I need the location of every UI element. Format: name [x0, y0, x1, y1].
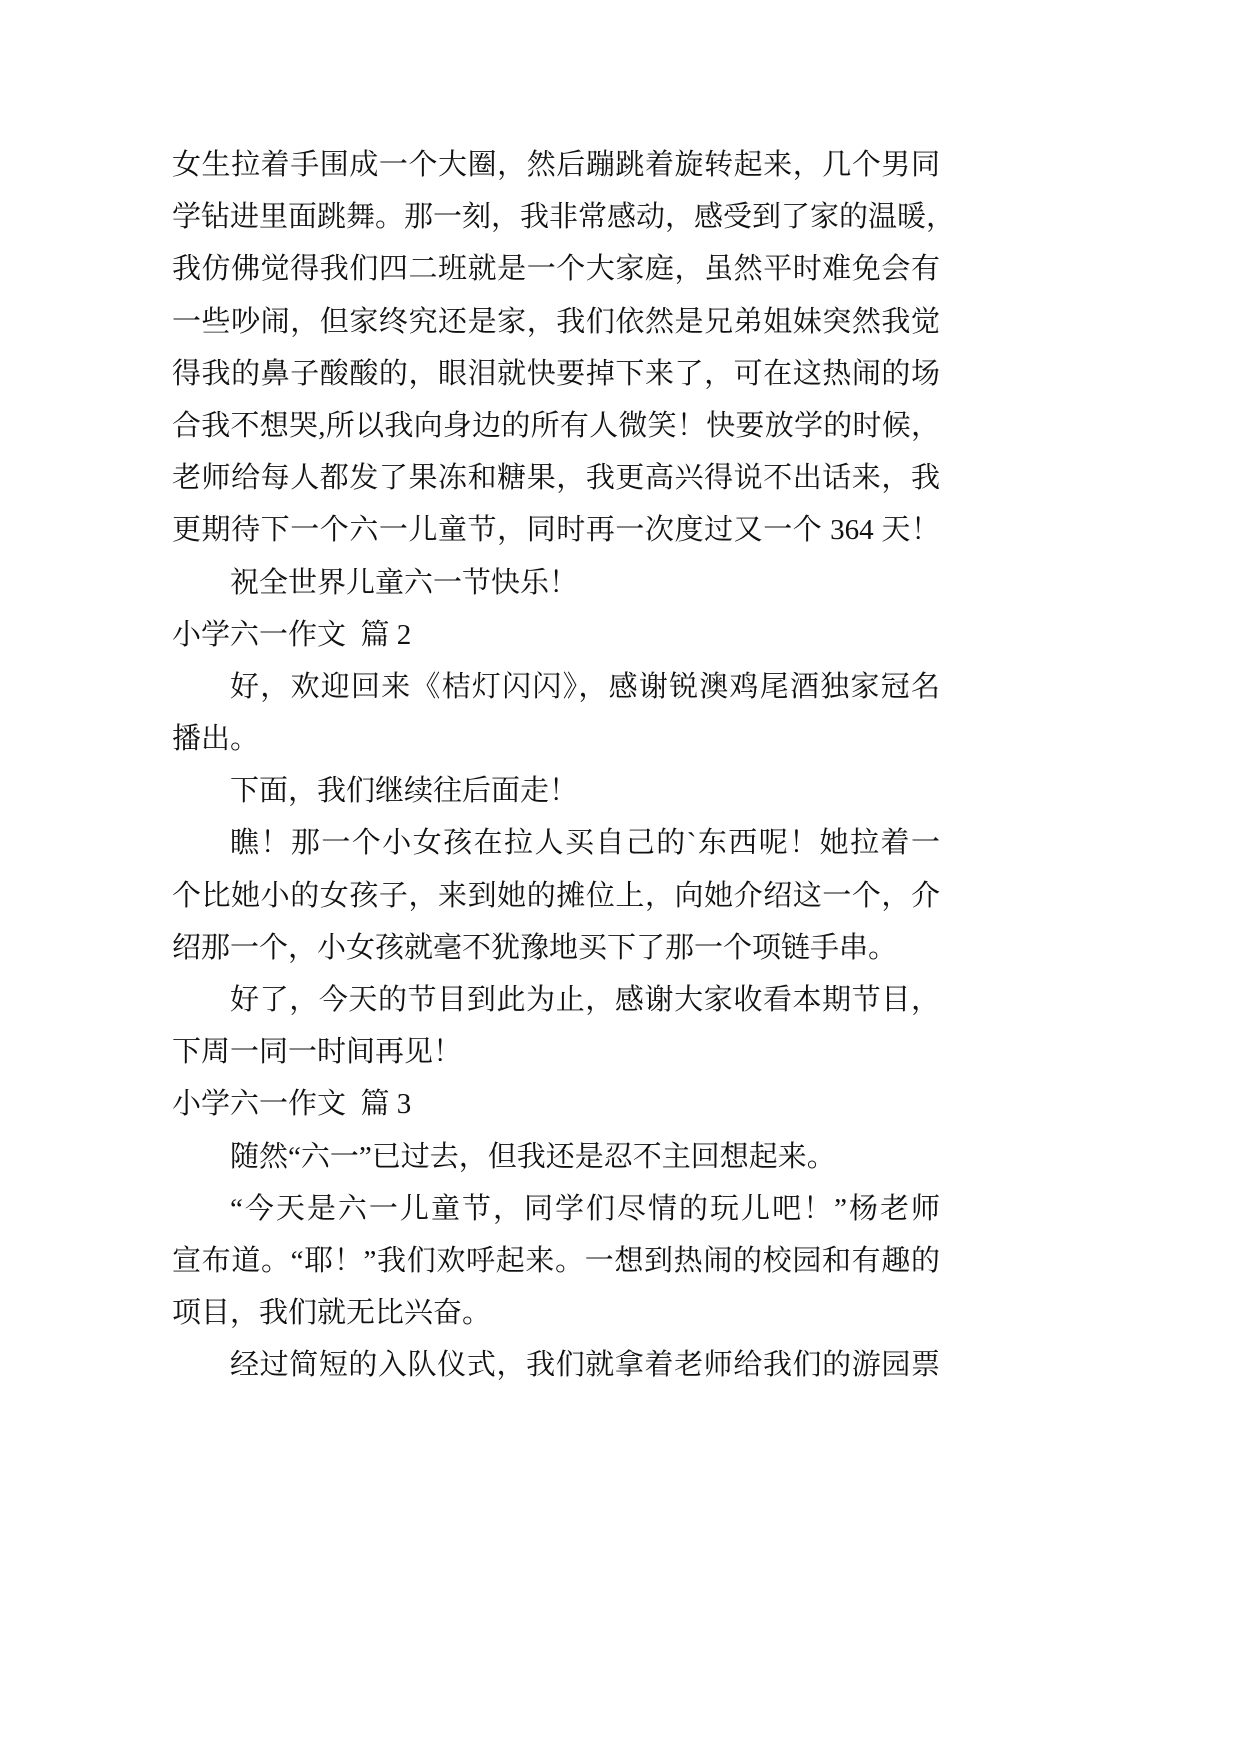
paragraph	[172, 974, 940, 1078]
text-line: 我仿佛觉得我们四二班就是一个大家庭，虽然平时难免会有	[172, 253, 940, 286]
text-line: 老师给每人都发了果冻和糖果，我更高兴得说不出话来，我	[172, 462, 940, 495]
text-line: 祝全世界儿童六一节快乐！	[230, 566, 579, 599]
paragraph	[172, 765, 940, 817]
essay-section	[172, 609, 940, 1079]
text-line: 合我不想哭,所以我向身边的所有人微笑！快要放学的时候，	[172, 409, 940, 442]
text-line: 经过简短的入队仪式，我们就拿着老师给我们的游园票	[230, 1349, 940, 1382]
text-line: “今天是六一儿童节，同学们尽情的玩儿吧！”杨老师	[230, 1192, 940, 1225]
paragraph	[172, 1183, 940, 1340]
section-heading: 小学六一作文 篇 3	[172, 1088, 412, 1121]
paragraph	[172, 661, 940, 765]
text-line: 好了，今天的节目到此为止，感谢大家收看本期节目，	[230, 984, 940, 1016]
text-line: 项目，我们就无比兴奋。	[172, 1297, 492, 1330]
document-body	[172, 139, 956, 1392]
text-line: 一些吵闹，但家终究还是家，我们依然是兄弟姐妹突然我觉	[172, 305, 940, 338]
text-line: 下周一同一时间再见！	[172, 1036, 463, 1069]
text-line: 瞧！那一个小女孩在拉人买自己的`东西呢！她拉着一	[230, 827, 940, 860]
paragraph	[172, 139, 956, 557]
paragraph	[172, 1339, 940, 1391]
text-line: 绍那一个，小女孩就毫不犹豫地买下了那一个项链手串。	[172, 931, 898, 964]
text-line: 个比她小的女孩子，来到她的摊位上，向她介绍这一个，介	[172, 879, 940, 912]
text-line: 女生拉着手围成一个大圈，然后蹦跳着旋转起来，几个男同	[172, 149, 940, 181]
text-line: 宣布道。“耶！”我们欢呼起来。一想到热闹的校园和有趣的	[172, 1244, 940, 1277]
text-line: 好，欢迎回来《桔灯闪闪》，感谢锐澳鸡尾酒独家冠名	[230, 670, 940, 703]
text-line: 播出。	[172, 723, 260, 756]
paragraph	[172, 557, 940, 609]
paragraph	[172, 1131, 940, 1183]
paragraph	[172, 817, 940, 974]
section-heading: 小学六一作文 篇 2	[172, 618, 412, 651]
text-line: 更期待下一个六一儿童节，同时再一次度过又一个 364 天！	[172, 514, 940, 547]
essay-section	[172, 1078, 940, 1391]
text-line: 随然“六一”已过去，但我还是忍不主回想起来。	[230, 1140, 836, 1173]
text-line: 下面，我们继续往后面走！	[230, 775, 579, 808]
text-line: 学钻进里面跳舞。那一刻，我非常感动，感受到了家的温暖，	[172, 201, 956, 234]
text-line: 得我的鼻子酸酸的，眼泪就快要掉下来了，可在这热闹的场	[172, 357, 940, 390]
